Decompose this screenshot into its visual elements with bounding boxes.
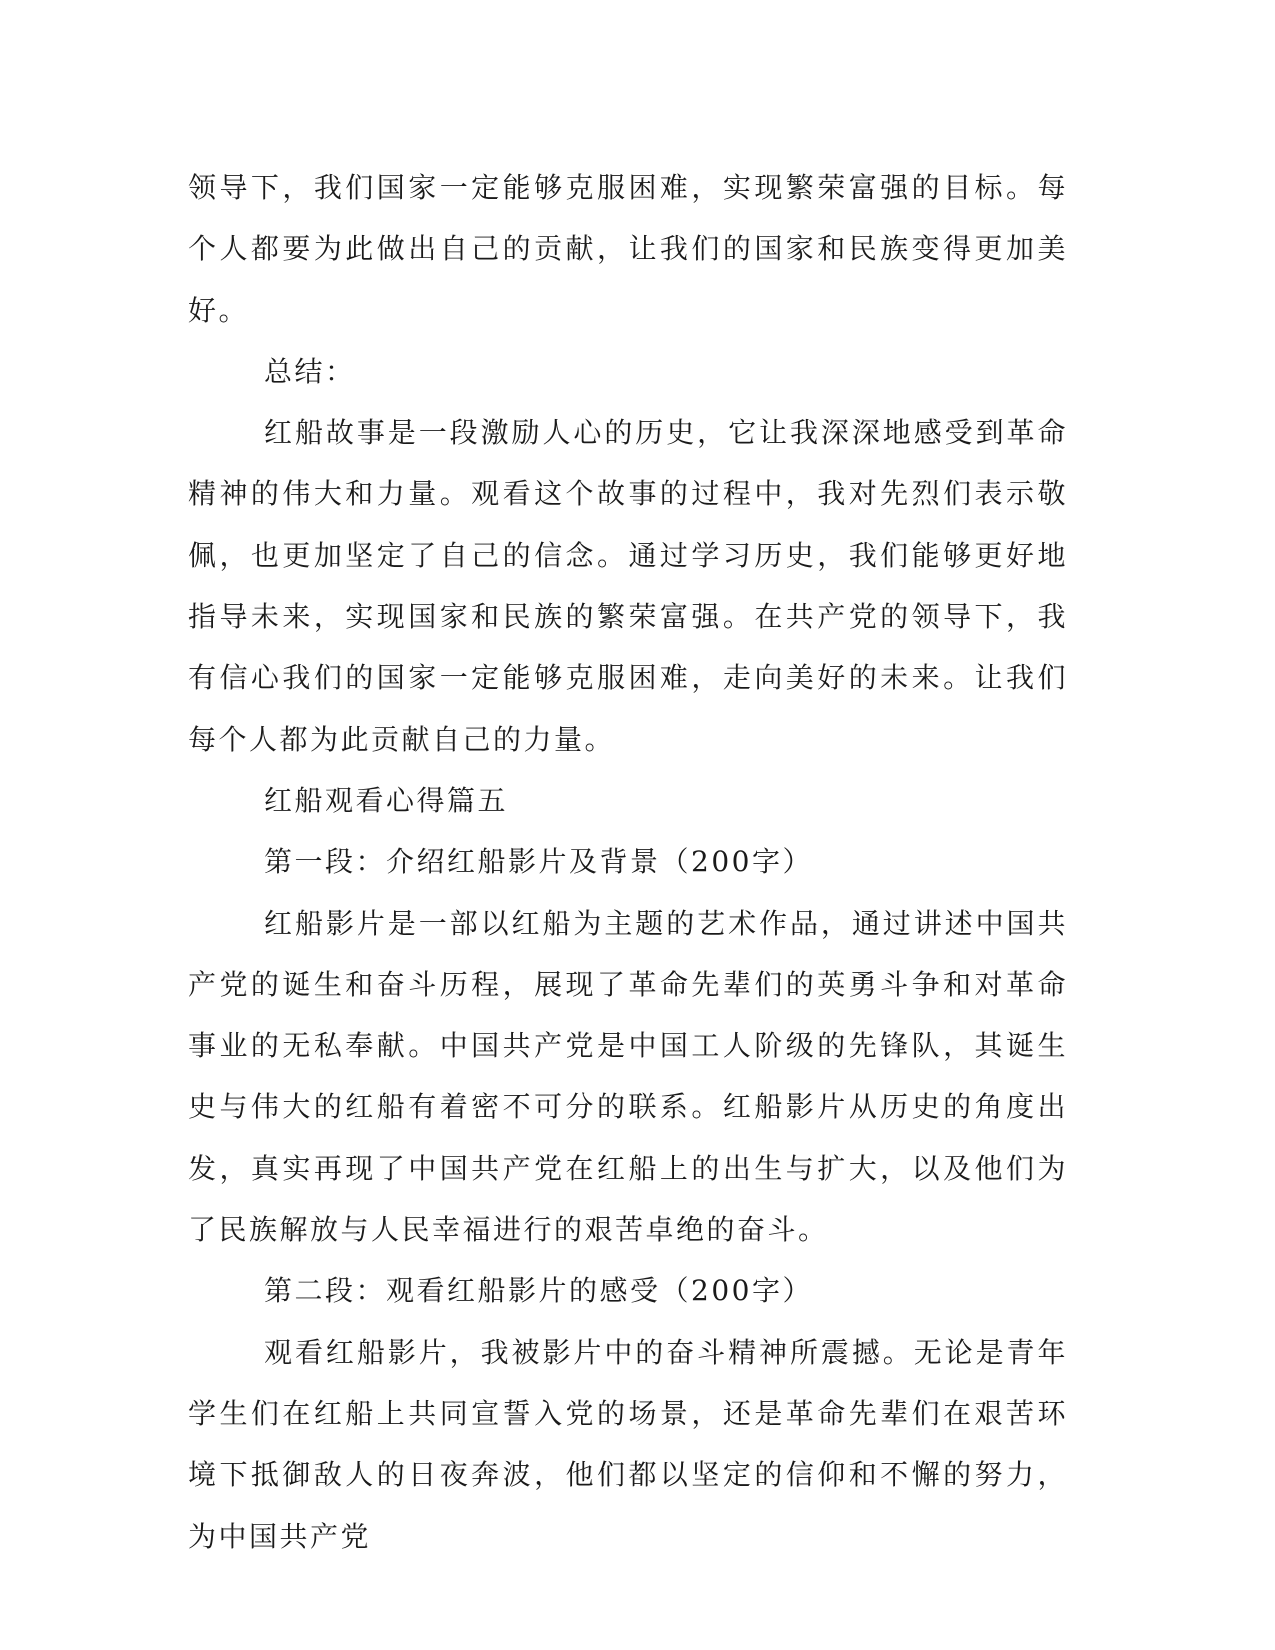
summary-paragraph: 红船故事是一段激励人心的历史，它让我深深地感受到革命精神的伟大和力量。观看这个故事的过程中，我对先烈们表示敬佩，也更加坚定了自己的信念。通过学习历史，我们能够更好地指导未来，实现国家和民族的繁荣富强。在共产党的领导下，我有信心我们的国家一定能够克服困难，走向美好的未来。让我们每个人都为此贡献自己的力量。 (188, 416, 1068, 756)
section-heading-1: 第一段：介绍红船影片及背景（200字） (264, 845, 813, 879)
section-paragraph-2: 观看红船影片，我被影片中的奋斗精神所震撼。无论是青年学生们在红船上共同宣誓入党的场景，还是革命先辈们在艰苦环境下抵御敌人的日夜奔波，他们都以坚定的信仰和不懈的努力，为中国共产党 (188, 1335, 1068, 1553)
summary-heading: 总结： (264, 354, 356, 388)
paragraph-continuation: 领导下，我们国家一定能够克服困难，实现繁荣富强的目标。每个人都要为此做出自己的贡献，让我们的国家和民族变得更加美好。 (188, 171, 1068, 327)
section-paragraph-1: 红船影片是一部以红船为主题的艺术作品，通过讲述中国共产党的诞生和奋斗历程，展现了革命先辈们的英勇斗争和对革命事业的无私奉献。中国共产党是中国工人阶级的先锋队，其诞生史与伟大的红船有着密不可分的联系。红船影片从历史的角度出发，真实再现了中国共产党在红船上的出生与扩大，以及他们为了民族解放与人民幸福进行的艰苦卓绝的奋斗。 (188, 906, 1068, 1247)
article-title: 红船观看心得篇五 (264, 783, 509, 817)
section-heading-2: 第二段：观看红船影片的感受（200字） (264, 1274, 813, 1308)
document-body (188, 157, 1068, 1567)
